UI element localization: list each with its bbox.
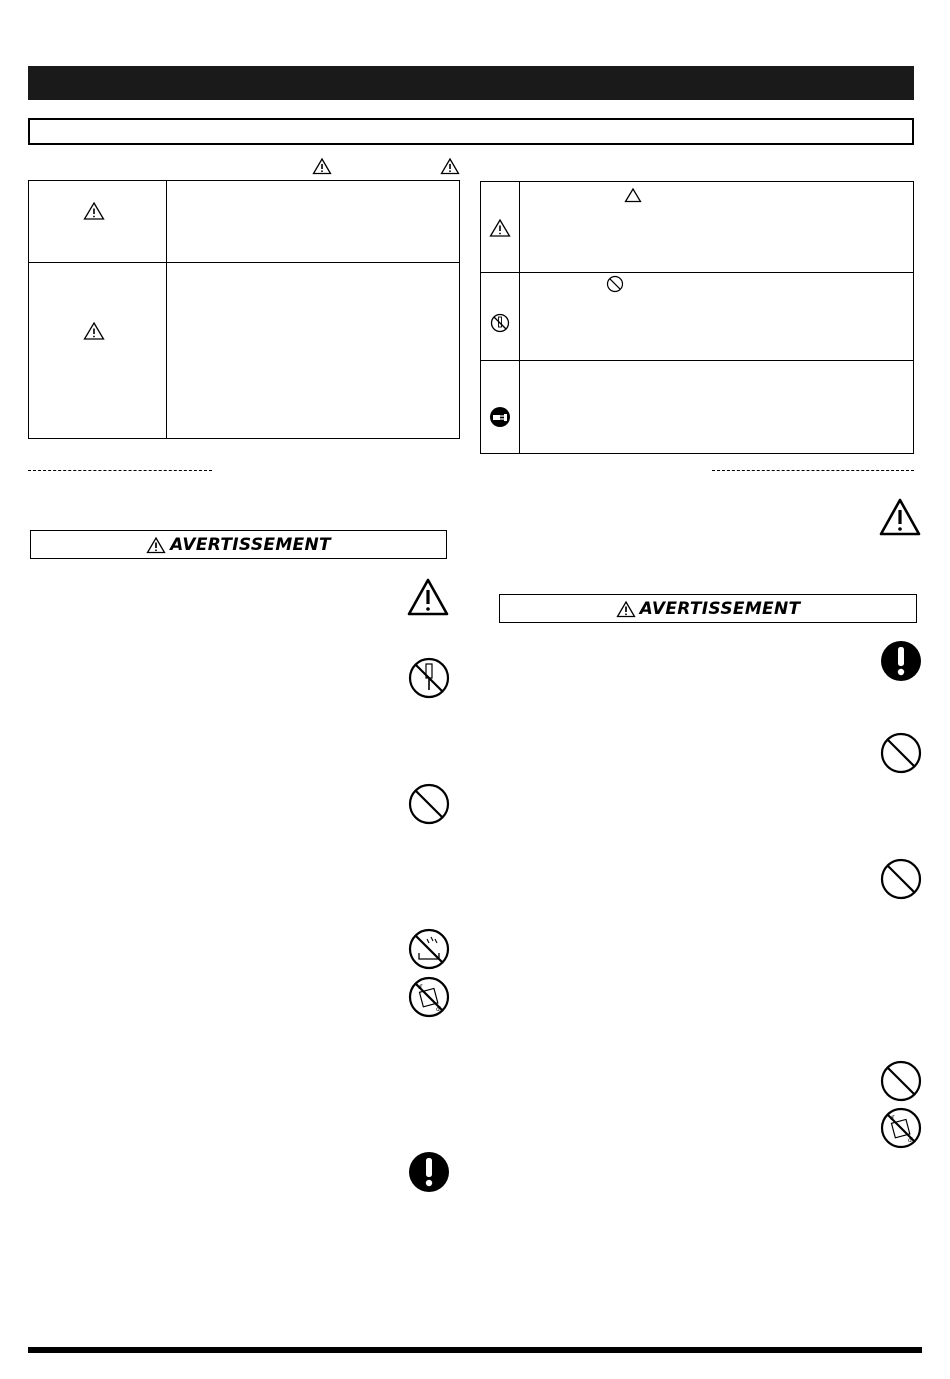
no-shock-icon — [879, 1106, 923, 1150]
no-water-icon — [407, 927, 451, 971]
warning-triangle-icon — [312, 157, 332, 175]
no-disassemble-icon — [407, 656, 451, 700]
svg-text:ď: ď — [418, 984, 422, 991]
warning-banner-right — [499, 594, 917, 623]
prohibited-circle-icon — [879, 1059, 923, 1103]
no-disassemble-icon — [490, 313, 510, 333]
dashed-divider — [28, 470, 212, 471]
subtitle-box — [28, 118, 914, 145]
warning-triangle-icon — [489, 218, 511, 238]
warning-levels-table — [28, 180, 460, 439]
svg-text:ď: ď — [890, 1115, 894, 1122]
svg-text:ď: ď — [908, 1137, 912, 1144]
warning-banner-left — [30, 530, 447, 559]
prohibited-circle-icon — [407, 782, 451, 826]
warning-triangle-icon — [440, 157, 460, 175]
symbols-table — [480, 181, 914, 454]
exclamation-mandatory-icon — [407, 1150, 451, 1194]
triangle-symbol-icon — [624, 187, 642, 203]
warning-triangle-icon — [146, 536, 166, 554]
warning-banner-label: AVERTISSEMENT — [639, 598, 801, 619]
no-shock-icon — [407, 975, 451, 1019]
prohibited-circle-icon — [606, 275, 624, 293]
warning-triangle-icon — [878, 497, 922, 537]
svg-text:ď: ď — [436, 1006, 440, 1013]
prohibited-circle-icon — [879, 731, 923, 775]
unplug-icon — [489, 406, 511, 428]
page-footer-bar — [28, 1347, 922, 1353]
warning-triangle-icon — [83, 321, 105, 341]
dashed-divider — [712, 470, 914, 471]
exclamation-mandatory-icon — [879, 639, 923, 683]
page-header-bar — [28, 66, 914, 100]
warning-triangle-icon — [616, 600, 636, 618]
warning-banner-label: AVERTISSEMENT — [170, 534, 331, 555]
warning-triangle-icon — [83, 201, 105, 221]
prohibited-circle-icon — [879, 857, 923, 901]
warning-triangle-icon — [406, 577, 450, 617]
